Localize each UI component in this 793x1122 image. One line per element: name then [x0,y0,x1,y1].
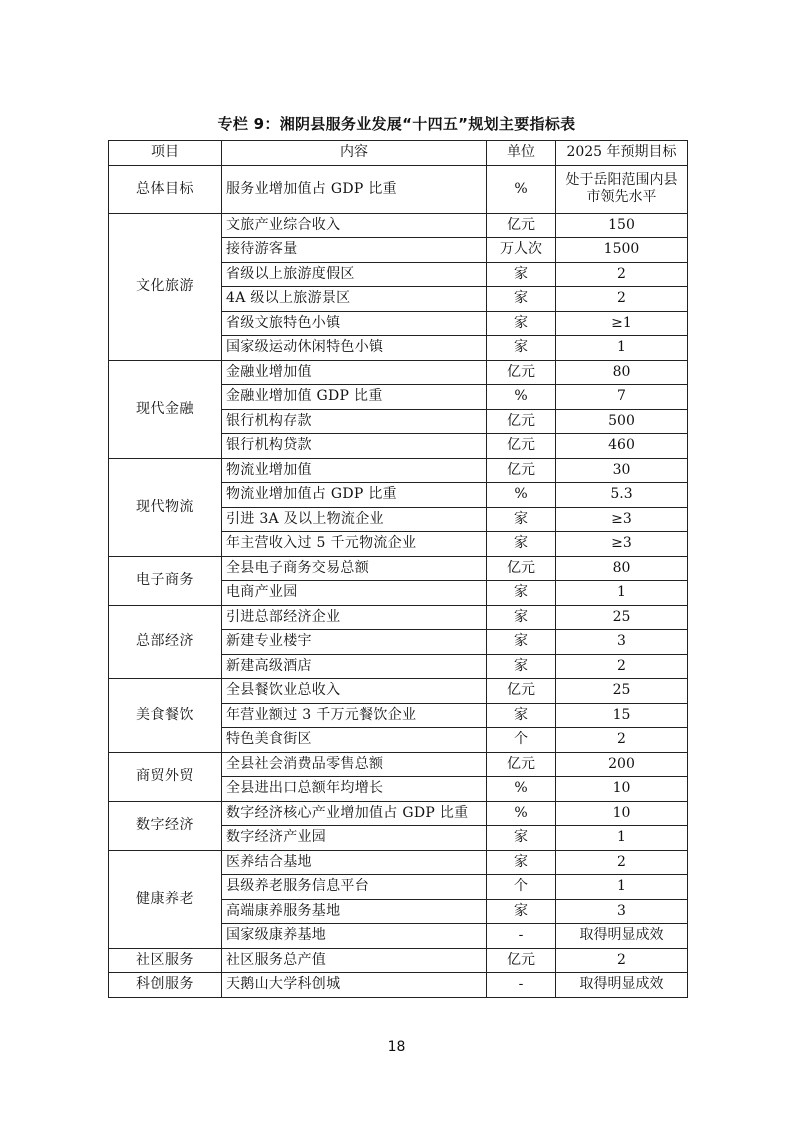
target-cell: 80 [556,556,688,581]
category-cell: 美食餐饮 [109,679,222,753]
unit-cell: 家 [487,507,556,532]
content-cell: 4A 级以上旅游景区 [222,287,487,312]
unit-cell: 家 [487,899,556,924]
content-cell: 引进 3A 及以上物流企业 [222,507,487,532]
target-cell: 2 [556,262,688,287]
target-cell: 150 [556,213,688,238]
unit-cell: % [487,483,556,508]
unit-cell: 亿元 [487,434,556,459]
target-cell: 2 [556,850,688,875]
content-cell: 电商产业园 [222,581,487,606]
unit-cell: 亿元 [487,556,556,581]
category-cell: 总体目标 [109,165,222,213]
unit-cell: 家 [487,703,556,728]
target-cell: 5.3 [556,483,688,508]
unit-cell: 家 [487,654,556,679]
category-cell: 商贸外贸 [109,752,222,801]
category-cell: 科创服务 [109,973,222,998]
content-cell: 国家级运动休闲特色小镇 [222,336,487,361]
unit-cell: 家 [487,532,556,557]
content-cell: 服务业增加值占 GDP 比重 [222,165,487,213]
category-cell: 文化旅游 [109,213,222,360]
page-number: 18 [387,1039,406,1055]
category-cell: 总部经济 [109,605,222,679]
target-cell: 200 [556,752,688,777]
target-cell: 2 [556,287,688,312]
target-cell: 15 [556,703,688,728]
table-row [109,850,688,875]
category-cell: 健康养老 [109,850,222,948]
unit-cell: - [487,973,556,998]
target-cell: 1500 [556,238,688,263]
target-cell: 7 [556,385,688,410]
target-cell: ≥3 [556,507,688,532]
table-row [109,973,688,998]
table-row [109,605,688,630]
target-cell: 1 [556,875,688,900]
unit-cell: 亿元 [487,948,556,973]
table-title: 专栏 9：湘阴县服务业发展“十四五”规划主要指标表 [217,115,576,133]
content-cell: 新建专业楼宇 [222,630,487,655]
content-cell: 数字经济产业园 [222,826,487,851]
target-cell: 3 [556,630,688,655]
category-cell: 数字经济 [109,801,222,850]
table-row [109,458,688,483]
target-cell: 10 [556,801,688,826]
target-cell: 取得明显成效 [556,973,688,998]
unit-cell: - [487,924,556,949]
content-cell: 省级文旅特色小镇 [222,311,487,336]
unit-cell: % [487,801,556,826]
target-cell: 取得明显成效 [556,924,688,949]
unit-cell: 家 [487,287,556,312]
unit-cell: 亿元 [487,752,556,777]
content-cell: 高端康养服务基地 [222,899,487,924]
target-cell: 处于岳阳范围内县市领先水平 [556,165,688,213]
target-cell: 2 [556,654,688,679]
content-cell: 物流业增加值 [222,458,487,483]
unit-cell: 个 [487,728,556,753]
header-row [109,141,688,166]
header-unit: 单位 [487,141,556,166]
content-cell: 医养结合基地 [222,850,487,875]
table-row [109,165,688,213]
unit-cell: 个 [487,875,556,900]
target-cell: 1 [556,581,688,606]
table-row [109,556,688,581]
content-cell: 文旅产业综合收入 [222,213,487,238]
unit-cell: 亿元 [487,458,556,483]
category-cell: 现代物流 [109,458,222,556]
target-cell: 25 [556,679,688,704]
unit-cell: 亿元 [487,360,556,385]
table-row [109,679,688,704]
target-cell: 2 [556,948,688,973]
content-cell: 省级以上旅游度假区 [222,262,487,287]
unit-cell: 家 [487,311,556,336]
target-cell: 10 [556,777,688,802]
target-cell: 80 [556,360,688,385]
unit-cell: 家 [487,850,556,875]
content-cell: 金融业增加值 GDP 比重 [222,385,487,410]
table-row [109,213,688,238]
content-cell: 特色美食街区 [222,728,487,753]
target-cell: 30 [556,458,688,483]
unit-cell: 亿元 [487,213,556,238]
content-cell: 金融业增加值 [222,360,487,385]
unit-cell: 亿元 [487,679,556,704]
content-cell: 银行机构存款 [222,409,487,434]
content-cell: 天鹅山大学科创城 [222,973,487,998]
target-cell: ≥3 [556,532,688,557]
unit-cell: % [487,777,556,802]
target-cell: 460 [556,434,688,459]
target-cell: 500 [556,409,688,434]
content-cell: 数字经济核心产业增加值占 GDP 比重 [222,801,487,826]
category-cell: 社区服务 [109,948,222,973]
header-target: 2025 年预期目标 [556,141,688,166]
content-cell: 县级养老服务信息平台 [222,875,487,900]
content-cell: 社区服务总产值 [222,948,487,973]
target-cell: 1 [556,336,688,361]
table-row [109,752,688,777]
unit-cell: 家 [487,826,556,851]
content-cell: 新建高级酒店 [222,654,487,679]
target-cell: 2 [556,728,688,753]
content-cell: 年主营收入过 5 千元物流企业 [222,532,487,557]
target-cell: 25 [556,605,688,630]
content-cell: 接待游客量 [222,238,487,263]
unit-cell: 万人次 [487,238,556,263]
target-cell: 1 [556,826,688,851]
unit-cell: 家 [487,336,556,361]
unit-cell: 亿元 [487,409,556,434]
content-cell: 全县电子商务交易总额 [222,556,487,581]
category-cell: 现代金融 [109,360,222,458]
content-cell: 物流业增加值占 GDP 比重 [222,483,487,508]
target-cell: ≥1 [556,311,688,336]
unit-cell: 家 [487,581,556,606]
header-category: 项目 [109,141,222,166]
table-row [109,948,688,973]
target-cell: 3 [556,899,688,924]
content-cell: 国家级康养基地 [222,924,487,949]
header-content: 内容 [222,141,487,166]
content-cell: 引进总部经济企业 [222,605,487,630]
category-cell: 电子商务 [109,556,222,605]
indicator-table [108,140,688,998]
content-cell: 银行机构贷款 [222,434,487,459]
unit-cell: 家 [487,605,556,630]
content-cell: 全县餐饮业总收入 [222,679,487,704]
content-cell: 全县进出口总额年均增长 [222,777,487,802]
unit-cell: % [487,165,556,213]
table-row [109,801,688,826]
content-cell: 全县社会消费品零售总额 [222,752,487,777]
unit-cell: % [487,385,556,410]
unit-cell: 家 [487,630,556,655]
unit-cell: 家 [487,262,556,287]
table-row [109,360,688,385]
content-cell: 年营业额过 3 千万元餐饮企业 [222,703,487,728]
